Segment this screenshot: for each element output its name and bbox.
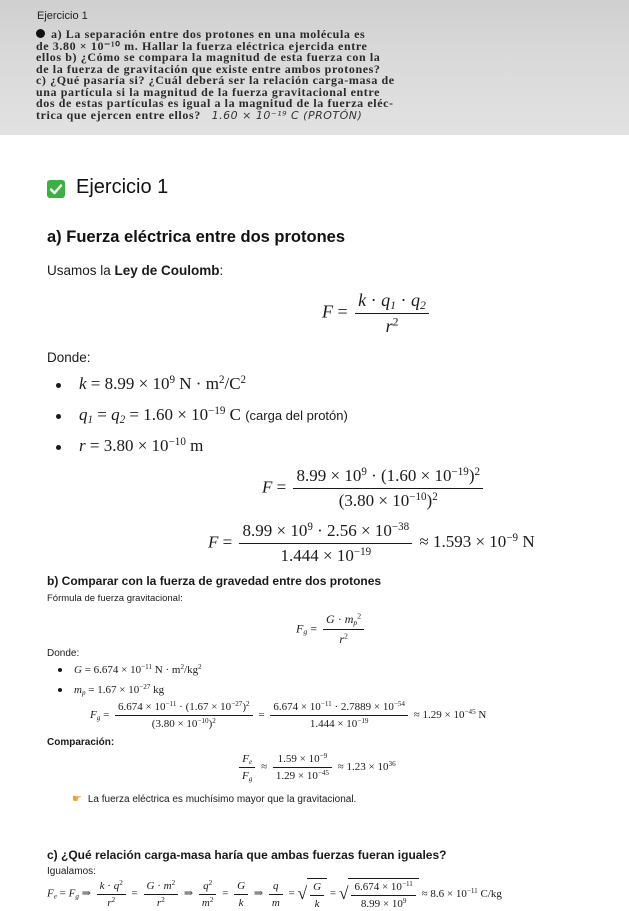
coulomb-substitution: F = $\frac{8.99 \times 10^9 \cdot (1.60 \times 10^{-19})^2}{(3.80 \times 10^{-10})^2}$ <box>262 466 486 511</box>
list-item: $m_p = 1.67 \times 10^{-27}$ kg <box>58 684 164 696</box>
coulomb-formula: F = $\frac{k \cdot q_1 \cdot q_2}{r^2}$ <box>322 290 432 337</box>
pointing-hand-icon: ☛ <box>72 793 82 805</box>
list-item: $r = 3.80 \times 10^{-10}$ m <box>56 436 203 456</box>
donde-label-b: Donde: <box>47 648 80 659</box>
gravity-formula: $F_g$ = $\frac{G \cdot m_p^2}{r^2}$ <box>296 612 367 647</box>
list-item: $k = 8.99 \times 10^9$ $N \cdot m^2/C^2$ <box>56 374 246 394</box>
list-item: $G = 6.674 \times 10^{-11}$ $N \cdot m^2/kg^2$ <box>58 664 202 676</box>
intro-text: Usamos la Ley de Coulomb: <box>47 263 224 278</box>
note-row: ☛ La fuerza eléctrica es muchísimo mayor que la gravitacional. <box>72 793 357 805</box>
page-title: Ejercicio 1 <box>76 176 169 198</box>
handwritten-note: 1.60 × 10⁻¹⁹ C (PROTÓN) <box>211 108 363 122</box>
photo-line: de 3.80 × 10⁻¹⁰ m. Hallar la fuerza eléctrica ejercida entre <box>36 38 368 53</box>
intro-text-c: Igualamos: <box>47 866 96 877</box>
photo-label: Ejercicio 1 <box>37 10 88 22</box>
photo-problem-text <box>36 29 606 121</box>
coulomb-result: F = $\frac{8.99 \times 10^9 \cdot 2.56 \times 10^{-38}}{1.444 \times 10^{-19}}$ ≈ $1.593 \times 10^{-9}$ N <box>208 520 535 565</box>
photo-line: una partícula si la magnitud de la fuerza gravitacional entre <box>36 84 381 99</box>
ratio-formula: $\frac{F_e}{F_g}$ ≈ $\frac{1.59 \times 10^{-9}}{1.29 \times 10^{-45}}$ ≈ $1.23 \times 10^{36}$ <box>236 753 396 782</box>
bullet-icon <box>36 29 45 38</box>
donde-label: Donde: <box>47 350 91 365</box>
problem-photo <box>0 0 629 135</box>
section-heading-c: c) ¿Qué relación carga-masa haría que ambas fuerzas fueran iguales? <box>47 848 447 862</box>
gravity-substitution: $F_g$ = $\frac{6.674 \times 10^{-11} \cdot (1.67 \times 10^{-27})^2}{(3.80 \times 10^{-10})^2}$ = $\frac{6.674 \times 10^{-11} \cdot 2.7889 \times 10^{-54}}{1.444 \times 10^{-19}}$ ≈ $1.29 \times 10^{-45}$ N <box>90 700 487 730</box>
photo-line: a) La separación entre dos protones en una molécula es <box>36 29 606 41</box>
photo-line: de la fuerza de gravitación que existe entre ambos protones? <box>36 61 381 76</box>
check-icon <box>47 180 65 198</box>
photo-line: dos de estas partículas es igual a la magnitud de la fuerza eléc- <box>36 96 394 110</box>
comparison-label: Comparación: <box>47 737 115 748</box>
photo-line: c) ¿Qué pasaría si? ¿Cuál deberá ser la relación carga-masa de <box>36 73 395 87</box>
equality-derivation: $F_e = F_g$ ⇒ $\frac{k \cdot q^2}{r^2}$ = $\frac{G \cdot m^2}{r^2}$ ⇒ $\frac{q^2}{m^2}$ = $\frac{G}{k}$ ⇒ $\frac{q}{m}$ = √ $\frac{G}{k}$ = √ $\frac{6.674 \times 10^{-11}}{8.99 \times 10^9}$ ≈ $8.6 \times 10^{-11}$ C/kg <box>47 878 502 910</box>
list-item: $q_1 = q_2 = 1.60 \times 10^{-19}$ C (carga del protón) <box>56 405 348 425</box>
formula-label: Fórmula de fuerza gravitacional: <box>47 593 183 604</box>
photo-line: trica que ejercen entre ellos? 1.60 × 10⁻¹⁹ C (PROTÓN) <box>36 107 363 122</box>
section-heading-a: a) Fuerza eléctrica entre dos protones <box>47 228 346 246</box>
photo-line: ellos b) ¿Cómo se compara la magnitud de esta fuerza con la <box>36 50 381 64</box>
section-heading-b: b) Comparar con la fuerza de gravedad entre dos protones <box>47 574 382 588</box>
